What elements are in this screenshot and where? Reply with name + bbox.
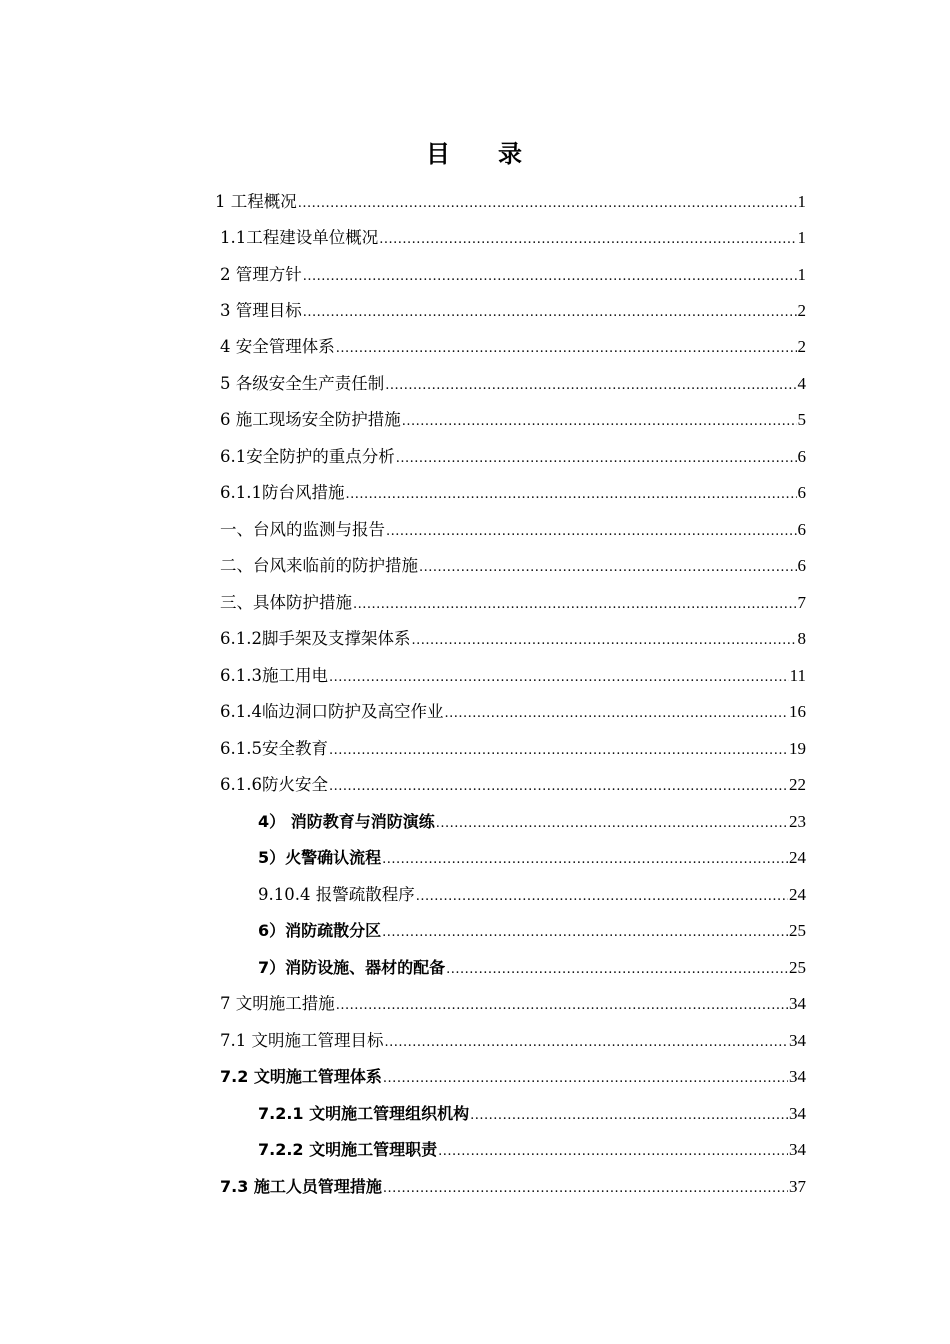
toc-entry-label: 9.10.4 报警疏散程序 (258, 885, 415, 904)
toc-entry[interactable] (220, 626, 806, 652)
toc-entry[interactable] (220, 590, 806, 616)
toc-entry-page: 2 (797, 301, 806, 320)
toc-leader-dots (411, 628, 796, 654)
toc-entry-page: 34 (789, 1140, 806, 1159)
toc-entry[interactable] (220, 262, 806, 288)
toc-leader-dots (379, 227, 796, 253)
toc-entry-page: 34 (789, 1067, 806, 1086)
toc-leader-dots (416, 884, 788, 910)
toc-entry-label: 1 工程概况 (215, 192, 297, 211)
toc-entry[interactable] (220, 334, 806, 360)
toc-entry[interactable] (220, 1174, 806, 1200)
toc-entry-label: 3 管理目标 (220, 301, 302, 320)
toc-entry-page: 6 (797, 447, 806, 466)
toc-entry[interactable] (258, 955, 806, 981)
toc-leader-dots (396, 446, 797, 472)
toc-leader-dots (385, 373, 796, 399)
toc-entry-label: 7.2.2 文明施工管理职责 (258, 1140, 438, 1159)
toc-entry-label: 5 各级安全生产责任制 (220, 374, 385, 393)
toc-entry-label: 7.3 施工人员管理措施 (220, 1177, 382, 1196)
toc-leader-dots (345, 482, 796, 508)
toc-entry-label: 7）消防设施、器材的配备 (258, 958, 446, 977)
toc-entry[interactable] (258, 918, 806, 944)
toc-entry-label: 6.1.6防火安全 (220, 775, 328, 794)
toc-entry-label: 4） 消防教育与消防演练 (258, 812, 435, 831)
toc-entry[interactable] (258, 882, 806, 908)
toc-entry-label: 二、台风来临前的防护措施 (220, 556, 418, 575)
toc-leader-dots (438, 1139, 788, 1165)
toc-entry[interactable] (220, 517, 806, 543)
toc-entry-page: 22 (789, 775, 806, 794)
toc-entry-page: 25 (789, 958, 806, 977)
toc-entry-label: 6.1.3施工用电 (220, 666, 328, 685)
toc-leader-dots (303, 300, 797, 326)
toc-entry[interactable] (258, 1101, 806, 1127)
toc-entry-page: 11 (789, 666, 806, 685)
toc-leader-dots (436, 811, 788, 837)
title-char-1: 目 (426, 140, 452, 168)
toc-entry-label: 6.1.4临边洞口防护及高空作业 (220, 702, 444, 721)
toc-entry-page: 1 (797, 265, 806, 284)
toc-leader-dots (470, 1103, 788, 1129)
toc-leader-dots (336, 336, 797, 362)
toc-entry[interactable] (258, 1137, 806, 1163)
toc-entry-label: 6.1安全防护的重点分析 (220, 447, 395, 466)
toc-entry-page: 37 (789, 1177, 806, 1196)
toc-leader-dots (383, 1176, 788, 1202)
toc-entry[interactable] (220, 371, 806, 397)
toc-entry-label: 2 管理方针 (220, 265, 302, 284)
toc-leader-dots (329, 738, 788, 764)
toc-entry-page: 6 (797, 520, 806, 539)
toc-leader-dots (386, 519, 797, 545)
toc-entry-page: 2 (797, 337, 806, 356)
toc-leader-dots (382, 847, 788, 873)
toc-entry[interactable] (220, 772, 806, 798)
toc-entry-label: 6.1.2脚手架及支撑架体系 (220, 629, 411, 648)
toc-entry-page: 24 (789, 848, 806, 867)
toc-entry-page: 7 (797, 593, 806, 612)
toc-leader-dots (298, 191, 797, 217)
toc-entry-page: 24 (789, 885, 806, 904)
toc-entry[interactable] (220, 444, 806, 470)
toc-entry-label: 7 文明施工措施 (220, 994, 335, 1013)
toc-leader-dots (444, 701, 788, 727)
toc-entry[interactable] (220, 736, 806, 762)
toc-entry-label: 6 施工现场安全防护措施 (220, 410, 401, 429)
toc-entry-page: 16 (789, 702, 806, 721)
toc-entry[interactable] (220, 1064, 806, 1090)
toc-entry-label: 7.2 文明施工管理体系 (220, 1067, 382, 1086)
toc-entry[interactable] (220, 663, 806, 689)
toc-entry[interactable] (220, 480, 806, 506)
toc-leader-dots (419, 555, 797, 581)
toc-leader-dots (336, 993, 788, 1019)
toc-entry-label: 7.2.1 文明施工管理组织机构 (258, 1104, 470, 1123)
toc-entry-label: 4 安全管理体系 (220, 337, 335, 356)
toc-entry[interactable] (220, 1028, 806, 1054)
toc-leader-dots (353, 592, 797, 618)
toc-entry-page: 1 (797, 228, 806, 247)
toc-leader-dots (303, 264, 797, 290)
toc-entry[interactable] (220, 298, 806, 324)
toc-entry[interactable] (220, 991, 806, 1017)
toc-leader-dots (446, 957, 788, 983)
toc-entry-page: 5 (797, 410, 806, 429)
toc-entry-label: 7.1 文明施工管理目标 (220, 1031, 384, 1050)
toc-leader-dots (329, 774, 788, 800)
toc-entry-page: 6 (797, 556, 806, 575)
toc-entry-page: 23 (789, 812, 806, 831)
toc-leader-dots (329, 665, 789, 691)
toc-entry[interactable] (258, 809, 806, 835)
toc-entry-label: 6.1.5安全教育 (220, 739, 328, 758)
toc-entry-page: 6 (797, 483, 806, 502)
page-title (0, 134, 950, 169)
toc-entry-label: 6.1.1防台风措施 (220, 483, 345, 502)
toc-leader-dots (385, 1030, 789, 1056)
toc-entry[interactable] (215, 189, 806, 215)
toc-entry-label: 1.1工程建设单位概况 (220, 228, 379, 247)
toc-entry-label: 三、具体防护措施 (220, 593, 352, 612)
toc-entry-page: 34 (789, 1031, 806, 1050)
toc-entry[interactable] (220, 225, 806, 251)
toc-entry-page: 8 (797, 629, 806, 648)
toc-entry-page: 34 (789, 994, 806, 1013)
toc-entry[interactable] (258, 845, 806, 871)
toc-leader-dots (382, 920, 788, 946)
toc-entry-label: 一、台风的监测与报告 (220, 520, 385, 539)
toc-entry-page: 19 (789, 739, 806, 758)
toc-leader-dots (383, 1066, 788, 1092)
toc-entry-page: 1 (797, 192, 806, 211)
toc-entry[interactable] (220, 553, 806, 579)
toc-entry-label: 5）火警确认流程 (258, 848, 382, 867)
title-char-2: 录 (498, 140, 524, 168)
toc-entry-page: 25 (789, 921, 806, 940)
toc-entry[interactable] (220, 407, 806, 433)
toc-entry-label: 6）消防疏散分区 (258, 921, 382, 940)
toc-entry-page: 34 (789, 1104, 806, 1123)
toc-leader-dots (402, 409, 797, 435)
toc-entry[interactable] (220, 699, 806, 725)
toc-entry-page: 4 (797, 374, 806, 393)
